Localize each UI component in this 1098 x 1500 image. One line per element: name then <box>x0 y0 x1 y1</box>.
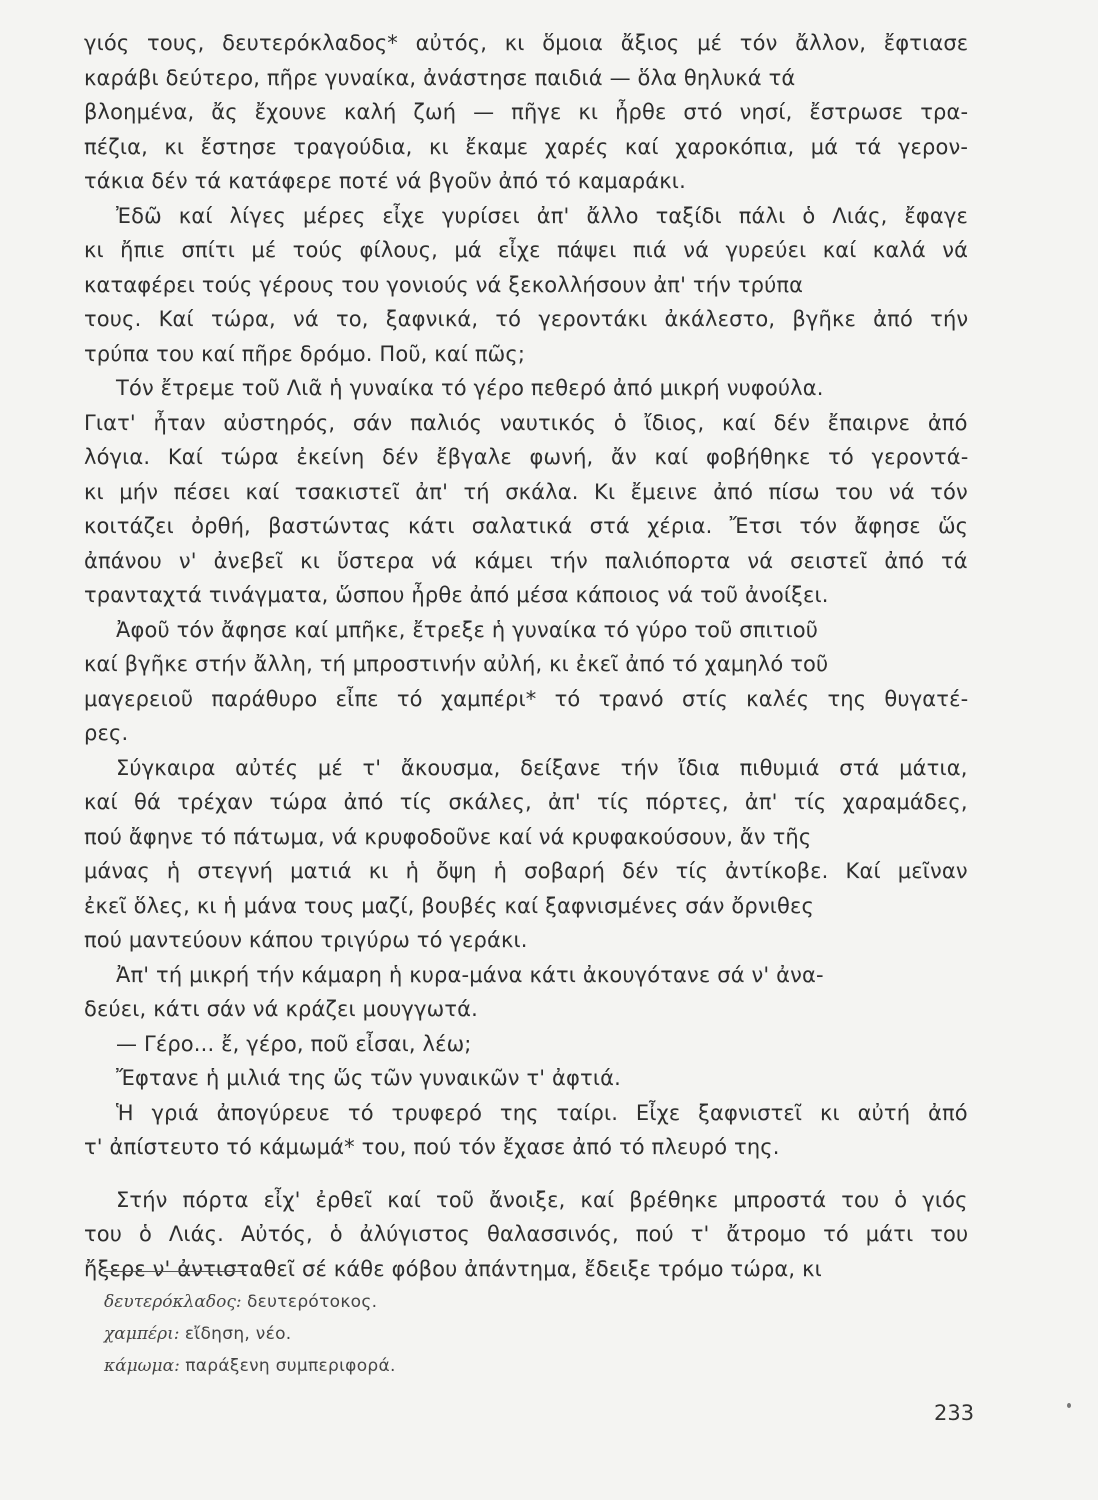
text-line: κοιτάζει ὀρθή, βαστώντας κάτι σαλατικά στά χέρια. Ἔτσι τόν ἄφησε ὥς <box>84 514 969 538</box>
text-line: τους. Καί τώρα, νά το, ξαφνικά, τό γεροντάκι ἀκάλεστο, βγῆκε ἀπό τήν <box>84 307 969 331</box>
text-line: Σύγκαιρα αὐτές μέ τ' ἄκουσμα, δείξανε τήν ἴδια πιθυμιά στά μάτια, <box>116 756 968 780</box>
text-line: καί θά τρέχαν τώρα ἀπό τίς σκάλες, ἀπ' τίς πόρτες, ἀπ' τίς χαραμάδες, <box>84 790 968 814</box>
footnote-term: δευτερόκλαδος: <box>104 1292 242 1312</box>
text-line: κι μήν πέσει καί τσακιστεῖ ἀπ' τή σκάλα. Κι ἔμεινε ἀπό πίσω του νά τόν <box>84 480 968 504</box>
text-line: — Γέρο... ἔ, γέρο, ποῦ εἶσαι, λέω; <box>116 1032 472 1056</box>
footnote-term: κάμωμα: <box>104 1356 180 1376</box>
footnote <box>104 1291 377 1313</box>
text-line: μαγερειοῦ παράθυρο εἶπε τό χαμπέρι* τό τρανό στίς καλές της θυγατέ- <box>84 687 969 711</box>
text-line: μάνας ἡ στεγνή ματιά κι ἡ ὄψη ἡ σοβαρή δέν τίς ἀντίκοβε. Καί μεῖναν <box>84 859 968 883</box>
text-line: τρύπα του καί πῆρε δρόμο. Ποῦ, καί πῶς; <box>84 342 526 366</box>
footnote-divider <box>104 1271 246 1272</box>
text-line: του ὁ Λιάς. Αὐτός, ὁ ἀλύγιστος θαλασσινός, πού τ' ἄτρομο τό μάτι του <box>84 1222 969 1246</box>
footnote-term: χαμπέρι: <box>104 1324 180 1344</box>
footnote-definition: δευτερότοκος. <box>246 1292 378 1312</box>
text-line: ἤξερε ν' ἀντισταθεῖ σέ κάθε φόβου ἀπάντημα, ἔδειξε τρόμο τώρα, κι <box>84 1257 822 1281</box>
text-line: Τόν ἔτρεμε τοῦ Λιᾶ ἡ γυναίκα τό γέρο πεθερό ἀπό μικρή νυφούλα. <box>116 376 824 400</box>
text-line: Ἀφοῦ τόν ἄφησε καί μπῆκε, ἔτρεξε ἡ γυναίκα τό γύρο τοῦ σπιτιοῦ <box>116 618 819 642</box>
text-line: ρες. <box>84 721 129 745</box>
text-line: γιός τους, δευτερόκλαδος* αὐτός, κι ὅμοια ἄξιος μέ τόν ἄλλον, ἔφτιασε <box>84 31 969 55</box>
footnote-definition: εἴδηση, νέο. <box>184 1324 292 1344</box>
text-line: Ἀπ' τή μικρή τήν κάμαρη ἡ κυρα-μάνα κάτι ἀκουγότανε σά ν' ἀνα- <box>116 963 824 987</box>
text-line: κι ἤπιε σπίτι μέ τούς φίλους, μά εἶχε πάψει πιά νά γυρεύει καί καλά νά <box>84 238 969 262</box>
text-line: λόγια. Καί τώρα ἐκείνη δέν ἔβγαλε φωνή, ἄν καί φοβήθηκε τό γεροντά- <box>84 445 969 469</box>
footnote <box>104 1355 396 1377</box>
text-line: Στήν πόρτα εἶχ' ἐρθεῖ καί τοῦ ἄνοιξε, καί βρέθηκε μπροστά του ὁ γιός <box>116 1188 968 1212</box>
text-line: Ἡ γριά ἀπογύρευε τό τρυφερό της ταίρι. Εἶχε ξαφνιστεῖ κι αὐτή ἀπό <box>116 1101 968 1125</box>
text-line: πού ἄφηνε τό πάτωμα, νά κρυφοδοῦνε καί νά κρυφακούσουν, ἄν τῆς <box>84 825 812 849</box>
text-line: τάκια δέν τά κατάφερε ποτέ νά βγοῦν ἀπό τό καμαράκι. <box>84 169 686 193</box>
text-line: ἀπάνου ν' ἀνεβεῖ κι ὕστερα νά κάμει τήν παλιόπορτα νά σειστεῖ ἀπό τά <box>84 549 968 573</box>
text-line: δεύει, κάτι σάν νά κράζει μουγγωτά. <box>84 997 478 1021</box>
footnote <box>104 1323 292 1345</box>
text-line: καί βγῆκε στήν ἄλλη, τή μπροστινήν αὐλή, κι ἐκεῖ ἀπό τό χαμηλό τοῦ <box>84 652 829 676</box>
footnote-definition: παράξενη συμπεριφορά. <box>185 1356 396 1376</box>
text-line: καράβι δεύτερο, πῆρε γυναίκα, ἀνάστησε παιδιά — ὅλα θηλυκά τά <box>84 66 796 90</box>
text-line: ἐκεῖ ὅλες, κι ἡ μάνα τους μαζί, βουβές καί ξαφνισμένες σάν ὄρνιθες <box>84 894 814 918</box>
page-number: 233 <box>934 1401 975 1425</box>
print-speck <box>1067 1403 1071 1408</box>
text-line: βλοημένα, ἄς ἔχουνε καλή ζωή — πῆγε κι ἦρθε στό νησί, ἔστρωσε τρα- <box>84 100 969 124</box>
text-line: τ' ἀπίστευτο τό κάμωμά* του, πού τόν ἔχασε ἀπό τό πλευρό της. <box>84 1135 780 1159</box>
text-line: Ἐδῶ καί λίγες μέρες εἶχε γυρίσει ἀπ' ἄλλο ταξίδι πάλι ὁ Λιάς, ἔφαγε <box>116 204 968 228</box>
text-line: πέζια, κι ἔστησε τραγούδια, κι ἔκαμε χαρές καί χαροκόπια, μά τά γερον- <box>84 135 969 159</box>
text-line: Ἔφτανε ἡ μιλιά της ὥς τῶν γυναικῶν τ' ἀφτιά. <box>116 1066 621 1090</box>
text-line: τρανταχτά τινάγματα, ὥσπου ἦρθε ἀπό μέσα κάποιος νά τοῦ ἀνοίξει. <box>84 583 829 607</box>
text-line: πού μαντεύουν κάπου τριγύρω τό γεράκι. <box>84 928 528 952</box>
text-line: Γιατ' ἦταν αὐστηρός, σάν παλιός ναυτικός ὁ ἴδιος, καί δέν ἔπαιρνε ἀπό <box>84 411 968 435</box>
text-line: καταφέρει τούς γέρους του γονιούς νά ξεκολλήσουν ἀπ' τήν τρύπα <box>84 273 804 297</box>
